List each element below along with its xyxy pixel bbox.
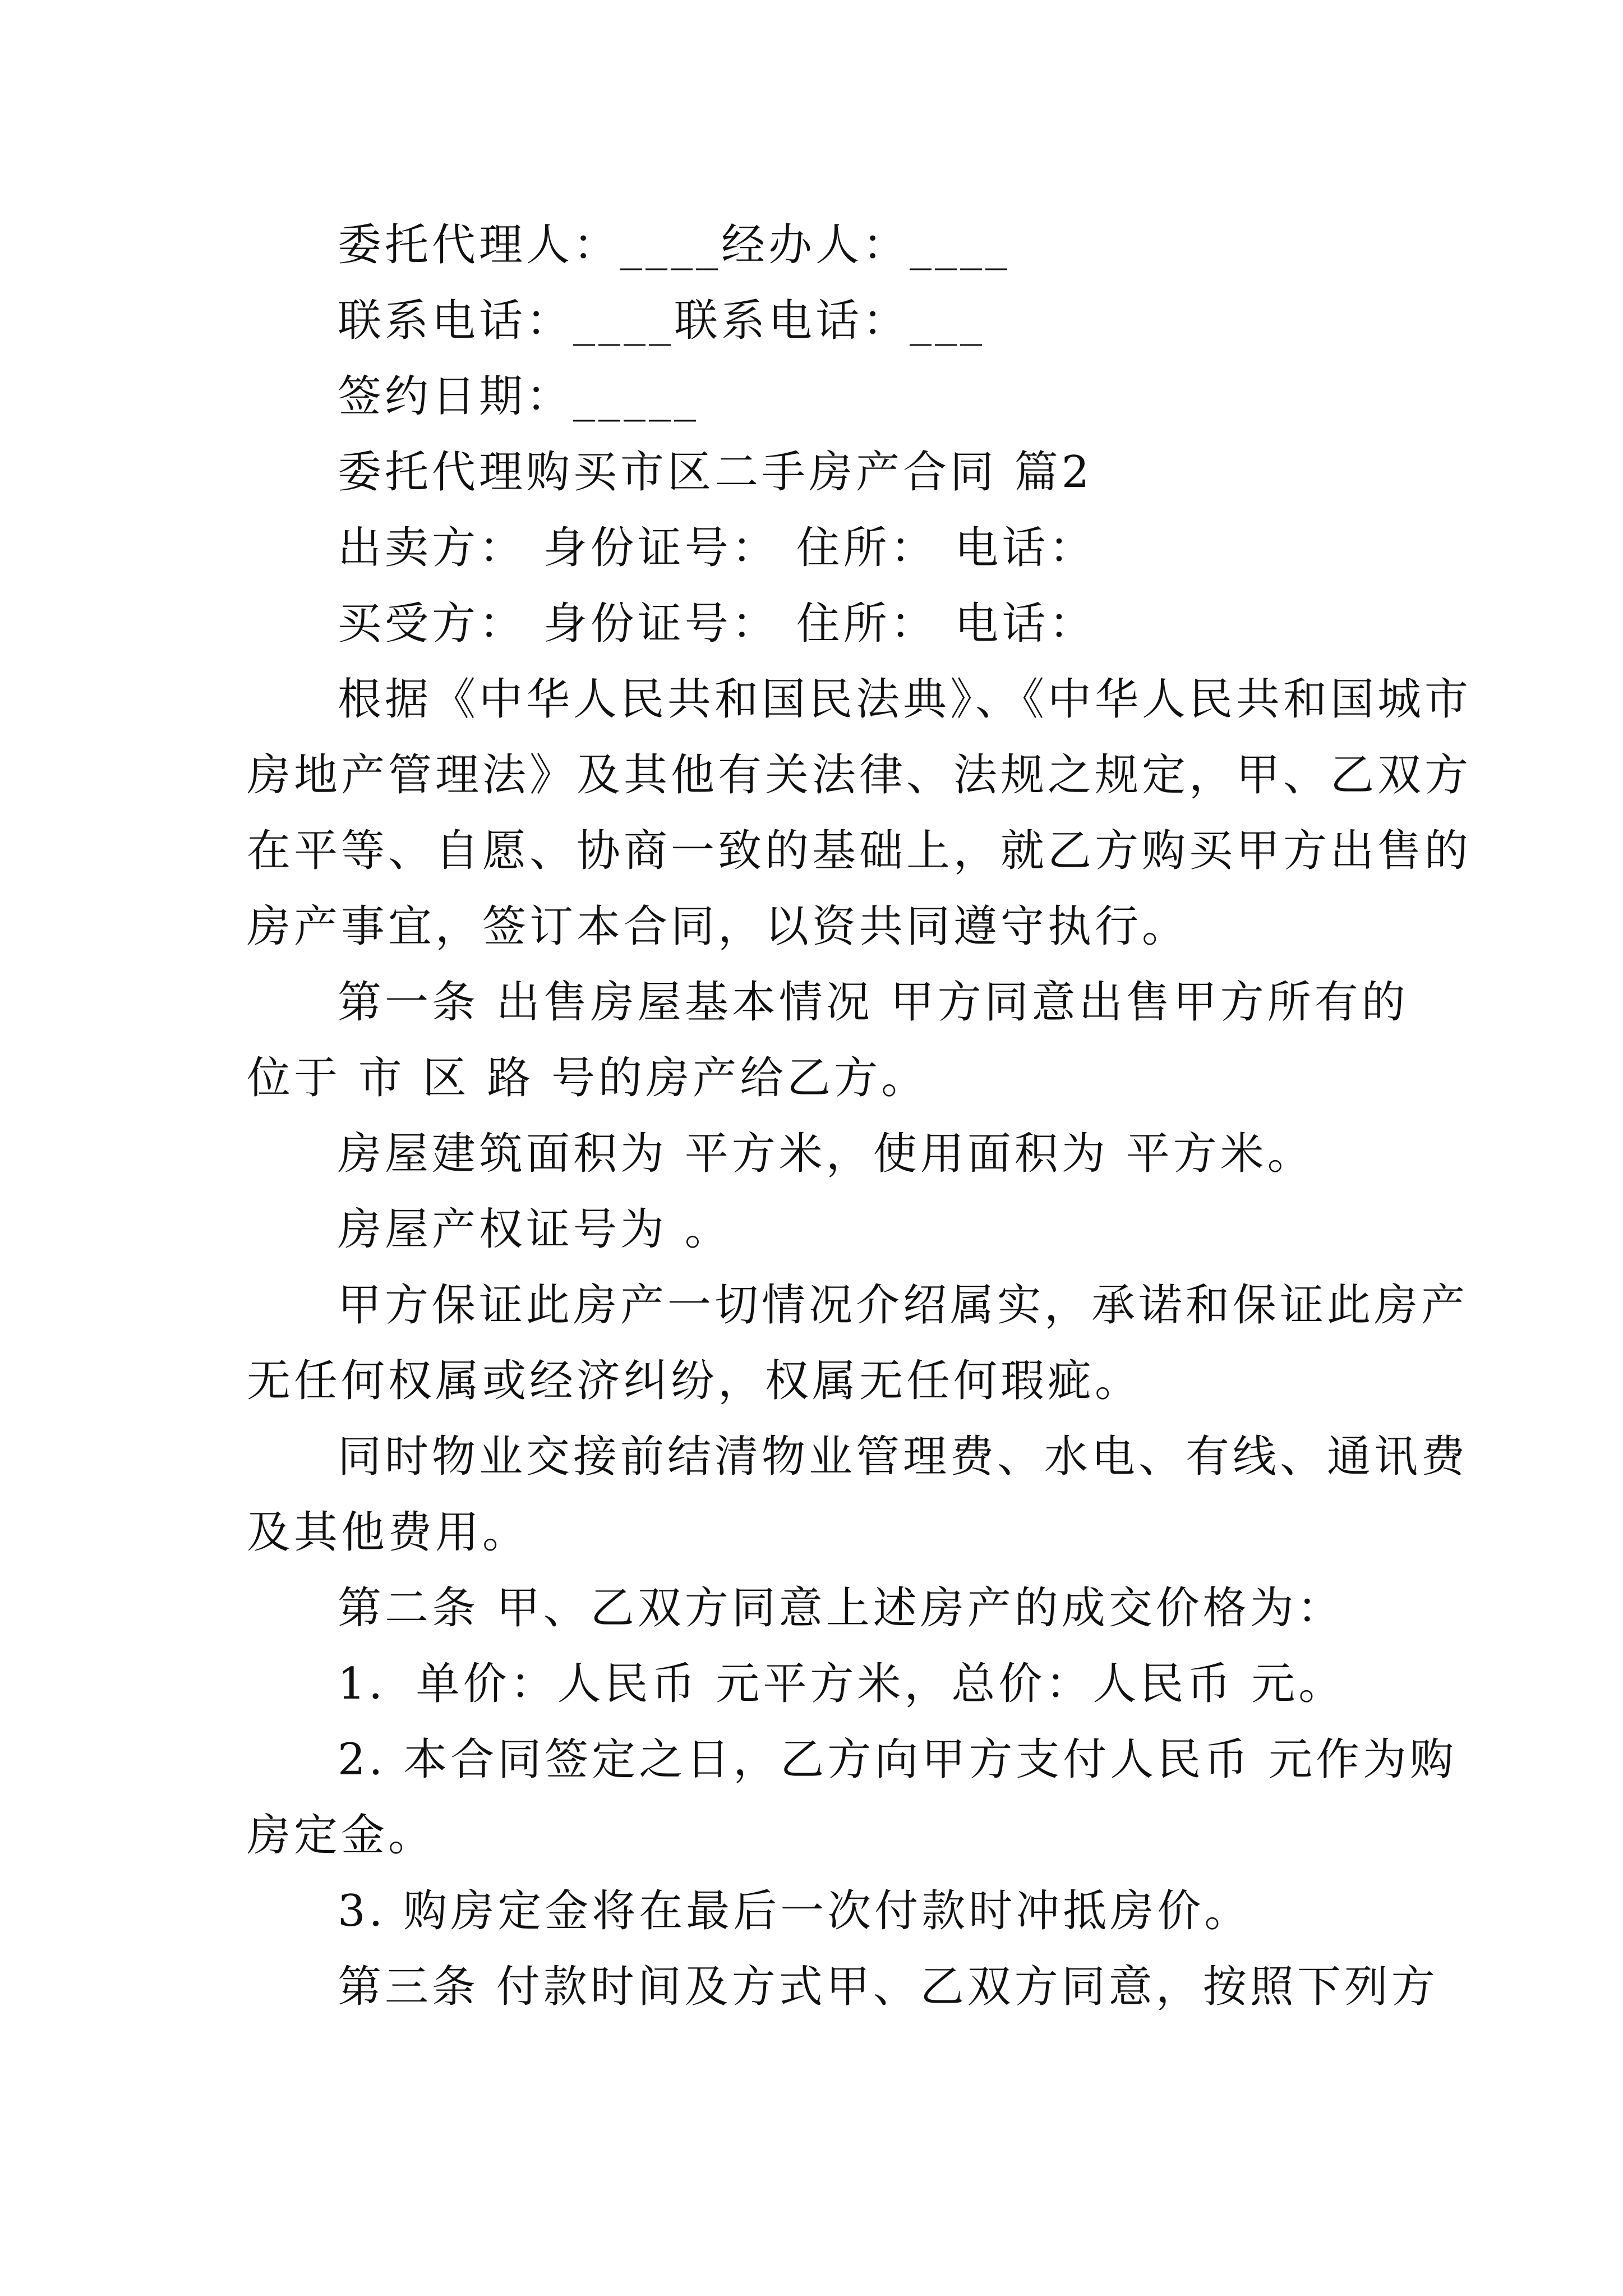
- price-line: 1．单价：人民币 元平方米，总价：人民币 元。: [338, 1659, 1346, 1709]
- deposit-line: 2. 本合同签定之日，乙方向甲方支付人民币 元作为购: [338, 1734, 1458, 1785]
- contract-title: 委托代理购买市区二手房产合同 篇2: [338, 447, 1093, 498]
- article-3-line: 第三条 付款时间及方式甲、乙双方同意，按照下列方: [338, 1962, 1438, 2012]
- paragraph-line: 根据《中华人民共和国民法典》、《中华人民共和国城市: [338, 674, 1472, 725]
- paragraph-line: 房产事宜，签订本合同，以资共同遵守执行。: [247, 901, 1189, 952]
- fees-line: 同时物业交接前结清物业管理费、水电、有线、通讯费: [338, 1432, 1469, 1482]
- guarantee-line: 无任何权属或经济纠纷，权属无任何瑕疵。: [247, 1356, 1142, 1406]
- agent-line: 委托代理人：____经办人：____: [338, 220, 1011, 270]
- deposit-line: 房定金。: [247, 1810, 436, 1861]
- deposit-offset-line: 3. 购房定金将在最后一次付款时冲抵房价。: [338, 1886, 1252, 1936]
- buyer-line: 买受方： 身份证号： 住所： 电话：: [338, 599, 1096, 649]
- paragraph-line: 房地产管理法》及其他有关法律、法规之规定，甲、乙双方: [247, 750, 1472, 800]
- certificate-line: 房屋产权证号为 。: [338, 1204, 732, 1255]
- paragraph-line: 在平等、自愿、协商一致的基础上，就乙方购买甲方出售的: [247, 826, 1472, 876]
- article-1-line: 第一条 出售房屋基本情况 甲方同意出售甲方所有的: [338, 977, 1409, 1028]
- phone-line: 联系电话：____联系电话：___: [338, 296, 986, 346]
- seller-line: 出卖方： 身份证号： 住所： 电话：: [338, 523, 1096, 573]
- guarantee-line: 甲方保证此房产一切情况介绍属实，承诺和保证此房产: [338, 1280, 1469, 1331]
- article-2-line: 第二条 甲、乙双方同意上述房产的成交价格为：: [338, 1583, 1344, 1634]
- fees-line: 及其他费用。: [247, 1507, 530, 1558]
- article-1-line: 位于 市 区 路 号的房产给乙方。: [247, 1053, 929, 1103]
- area-line: 房屋建筑面积为 平方米，使用面积为 平方米。: [338, 1129, 1315, 1179]
- sign-date-line: 签约日期：_____: [338, 371, 700, 422]
